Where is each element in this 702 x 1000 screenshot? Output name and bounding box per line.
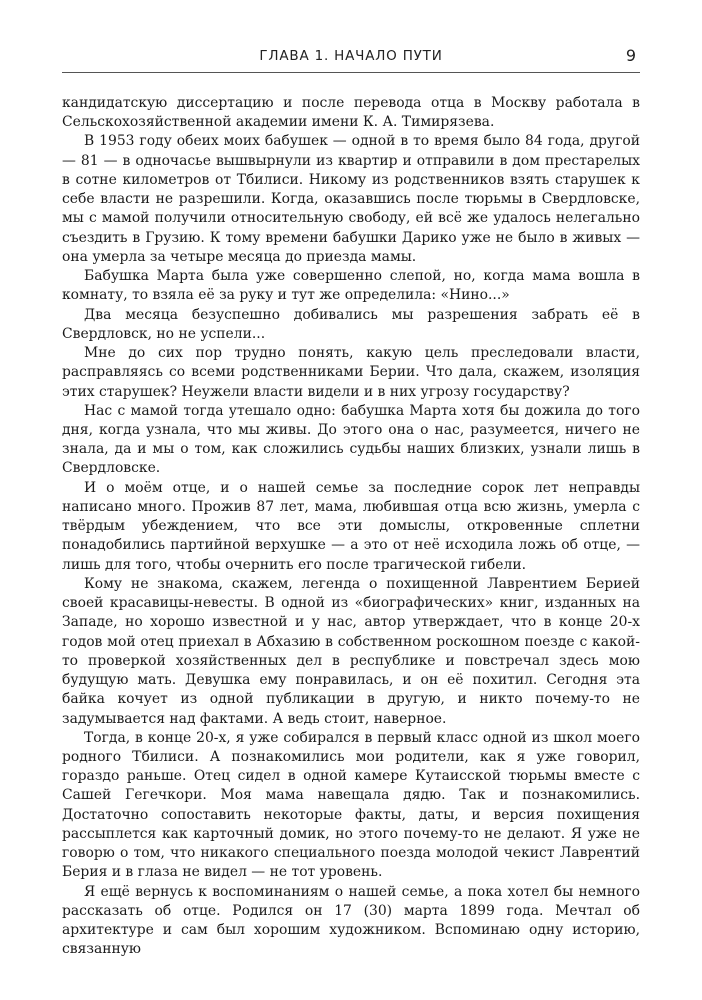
page-number: 9 xyxy=(625,46,636,65)
paragraph: Нас с мамой тогда утешало одно: бабушка Марта хотя бы дожила до того дня, когда узнала, что мы живы. До этого она о нас, разумеется, ничего не знала, да и мы о том, как сложились судьбы наших близких, узнали лишь в Свердловске. xyxy=(62,402,640,477)
chapter-title: ГЛАВА 1. НАЧАЛО ПУТИ xyxy=(259,48,443,64)
body-text xyxy=(62,94,640,960)
paragraph: В 1953 году обеих моих бабушек — одной в то время было 84 года, другой — 81 — в одночасье вышвырнули из квартир и отправили в дом престарелых в сотне километров от Тбилиси. Никому из родственников взять старушек к себе власти не разрешили. Когда, оказавшись после тюрьмы в Свердловске, мы с мамой получили относительную свободу, ей всё же удалось нелегально съездить в Грузию. К тому времени бабушки Дарико уже не было в живых — она умерла за четыре месяца до приезда мамы. xyxy=(62,133,640,265)
paragraph: Бабушка Марта была уже совершенно слепой, но, когда мама вошла в комнату, то взяла её за руку и тут же определила: «Нино...» xyxy=(62,268,640,304)
paragraph: И о моём отце, и о нашей семье за последние сорок лет неправды написано много. Прожив 87 лет, мама, любившая отца всю жизнь, умерла с твёрдым убеждением, что все эти домыслы, откровенные сплетни понадобились партийной верхушке — а это от неё исходила ложь об отце, — лишь для того, чтобы очернить его после трагической гибели. xyxy=(62,479,640,573)
paragraph: Два месяца безуспешно добивались мы разрешения забрать её в Свердловск, но не успели... xyxy=(62,306,640,342)
paragraph: Мне до сих пор трудно понять, какую цель преследовали власти, расправляясь со всеми родственниками Берии. Что дала, скажем, изоляция этих старушек? Неужели власти видели и в них угрозу государству? xyxy=(62,345,640,400)
paragraph: Тогда, в конце 20-х, я уже собирался в первый класс одной из школ моего родного Тбилиси. А познакомились мои родители, как я уже говорил, гораздо раньше. Отец сидел в одной камере Кутаисской тюрьмы вместе с Сашей Гегечкори. Моя мама навещала дядю. Так и познакомились. Достаточно сопоставить некоторые факты, даты, и версия похищения рассыплется как карточный домик, но этого почему-то не делают. Я уже не говорю о том, что никакого специального поезда молодой чекист Лаврентий Берия и в глаза не видел — не тот уровень. xyxy=(62,729,640,881)
paragraph: Я ещё вернусь к воспоминаниям о нашей семье, а пока хотел бы немного рассказать об отце. Родился он 17 (30) марта 1899 года. Мечтал об архитектуре и сам был хорошим художником. Вспоминаю одну историю, связанную xyxy=(62,883,640,958)
paragraph: Кому не знакома, скажем, легенда о похищенной Лаврентием Берией своей красавицы-невесты. В одной из «биографических» книг, изданных на Западе, но хорошо известной и у нас, автор утверждает, что в конце 20-х годов мой отец приехал в Абхазию в собственном роскошном поезде с какой-то проверкой хозяйственных дел в республике и повстречал здесь мою будущую мать. Девушка ему понравилась, и он её похитил. Сегодня эта байка кочует из одной публикации в другую, и никто почему-то не задумывается над фактами. А ведь стоит, наверное. xyxy=(62,575,640,727)
running-header xyxy=(62,46,640,73)
paragraph: кандидатскую диссертацию и после перевода отца в Москву работала в Сельскохозяйственной академии имени К. А. Тимирязева. xyxy=(62,95,640,131)
